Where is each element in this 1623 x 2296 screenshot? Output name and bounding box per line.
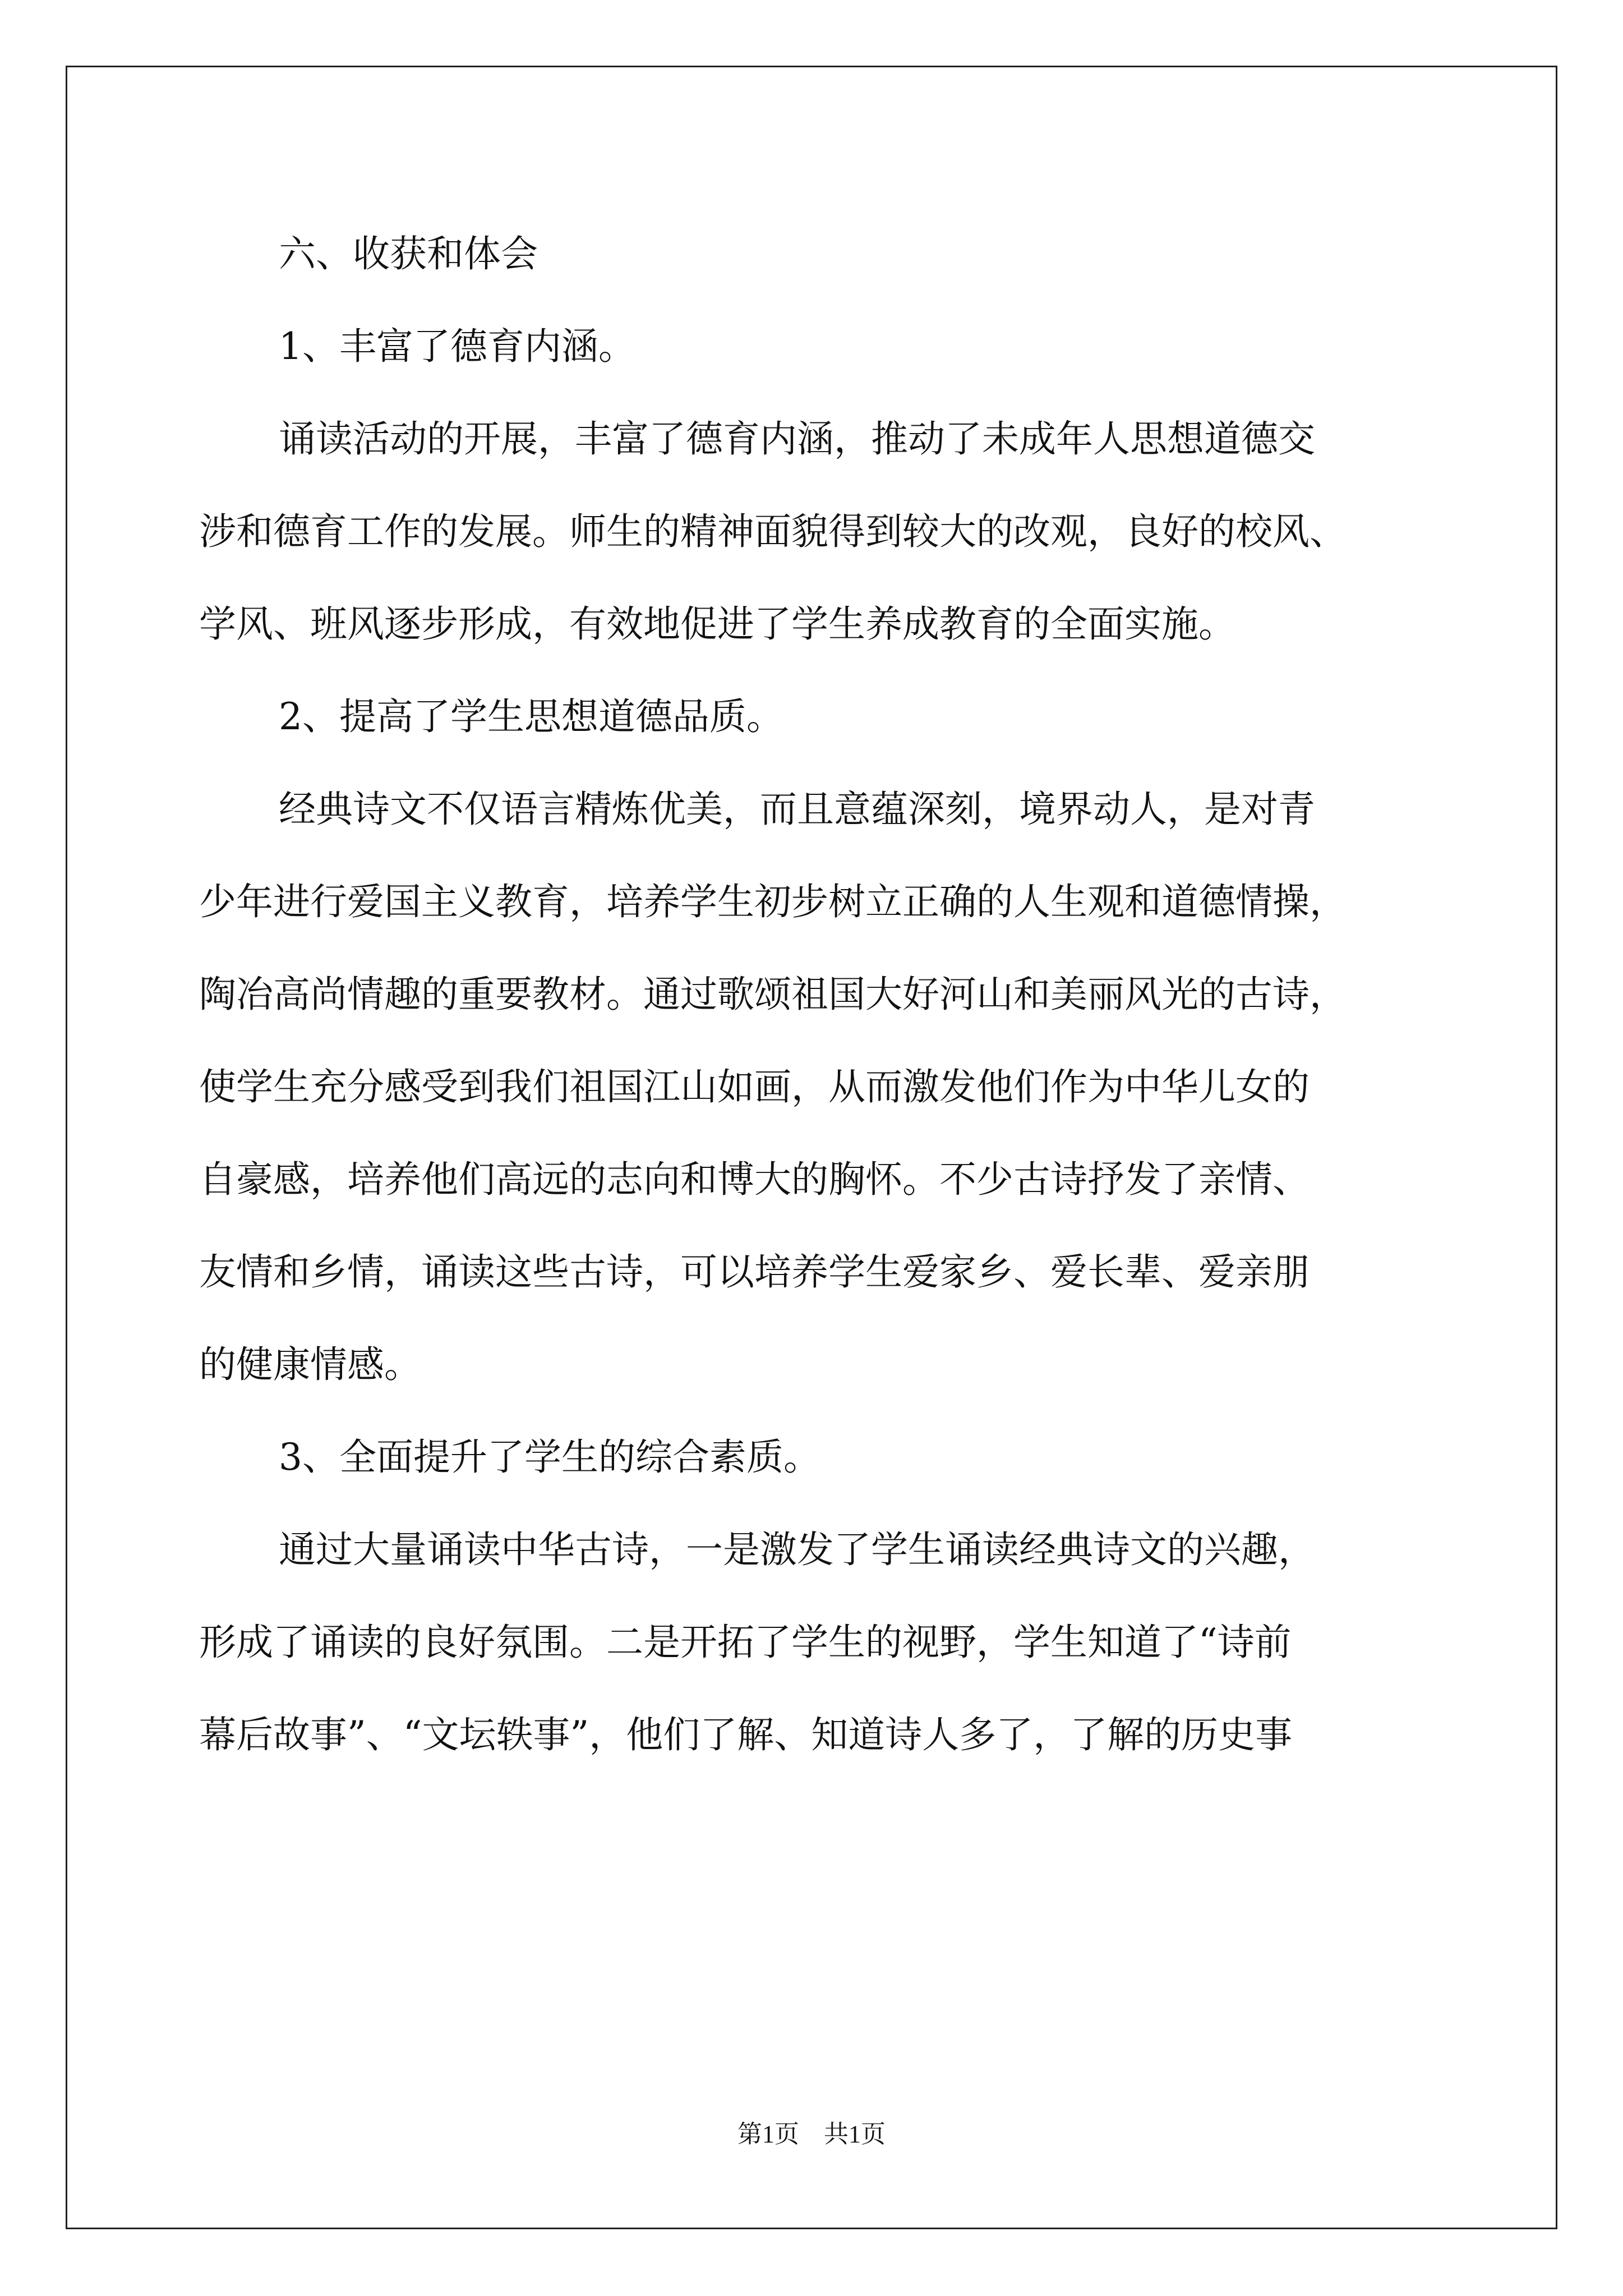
- paragraph-line: 陶冶高尚情趣的重要教材。通过歌颂祖国大好河山和美丽风光的古诗，: [199, 973, 1347, 1016]
- paragraph-line: 学风、班风逐步形成，有效地促进了学生养成教育的全面实施。: [199, 602, 1235, 646]
- paragraph-line: 自豪感，培养他们高远的志向和博大的胸怀。不少古诗抒发了亲情、: [199, 1158, 1310, 1201]
- paragraph-line: 经典诗文不仅语言精炼优美，而且意蕴深刻，境界动人，是对青: [279, 788, 1315, 831]
- paragraph-line: 通过大量诵读中华古诗，一是激发了学生诵读经典诗文的兴趣，: [279, 1528, 1315, 1571]
- paragraph-line: 诵读活动的开展，丰富了德育内涵，推动了未成年人思想道德交: [279, 417, 1315, 461]
- subheading-3: 3、全面提升了学生的综合素质。: [279, 1435, 820, 1479]
- paragraph-line: 幕后故事”、“文坛轶事”，他们了解、知道诗人多了，了解的历史事: [199, 1713, 1293, 1756]
- subheading-2: 2、提高了学生思想道德品质。: [279, 695, 783, 738]
- paragraph-line: 使学生充分感受到我们祖国江山如画，从而激发他们作为中华儿女的: [199, 1065, 1310, 1108]
- paragraph-line: 的健康情感。: [199, 1343, 421, 1386]
- section-heading-6: 六、收获和体会: [279, 232, 538, 275]
- paragraph-line: 形成了诵读的良好氛围。二是开拓了学生的视野，学生知道了“诗前: [199, 1621, 1292, 1664]
- page-number-footer: 第1页 共1页: [737, 2120, 886, 2148]
- document-body: [199, 208, 1433, 1781]
- paragraph-line: 友情和乡情，诵读这些古诗，可以培养学生爱家乡、爱长辈、爱亲朋: [199, 1250, 1310, 1294]
- subheading-1: 1、丰富了德育内涵。: [279, 325, 635, 368]
- paragraph-line: 少年进行爱国主义教育，培养学生初步树立正确的人生观和道德情操，: [199, 880, 1347, 923]
- paragraph-line: 涉和德育工作的发展。师生的精神面貌得到较大的改观，良好的校风、: [199, 510, 1347, 553]
